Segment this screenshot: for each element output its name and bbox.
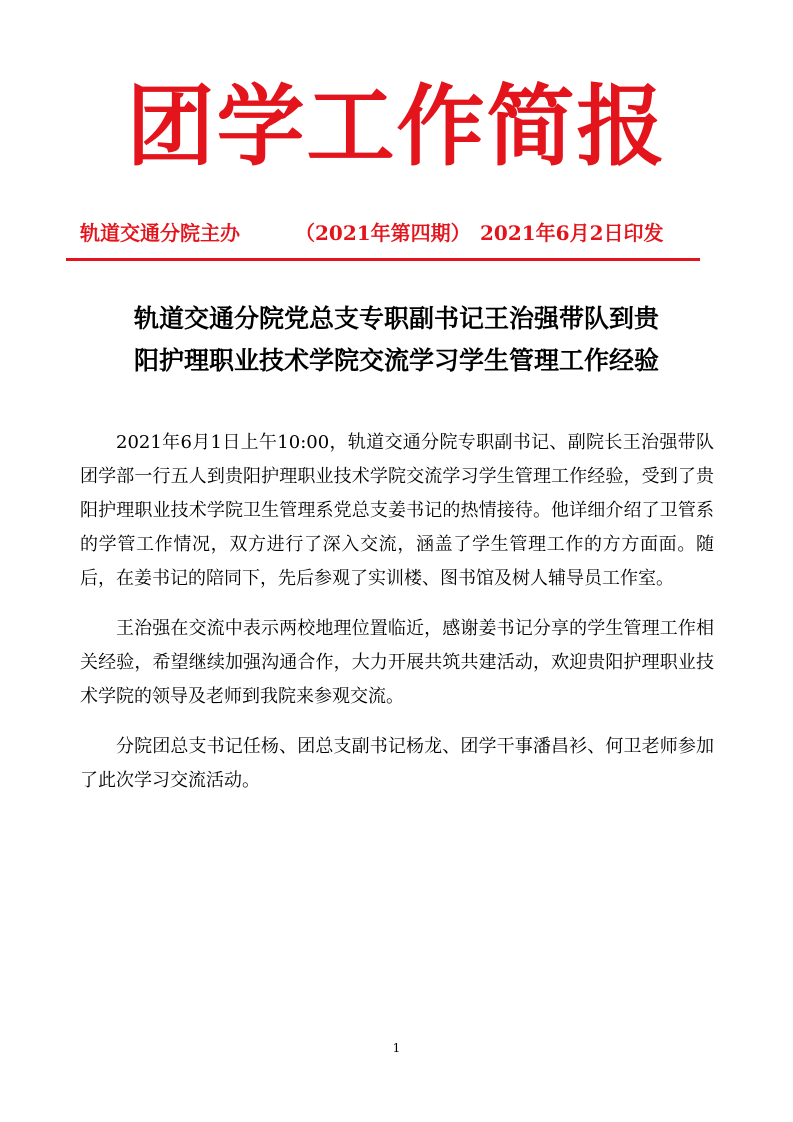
body-paragraph-1: 2021年6月1日上午10:00，轨道交通分院专职副书记、副院长王治强带队团学部一行五人到贵阳护理职业技术学院交流学习学生管理工作经验，受到了贵阳护理职业技术学院卫生管理系党总支姜书记的热情接待。他详细介绍了卫管系的学管工作情况，双方进行了深入交流，涵盖了学生管理工作的方方面面。随后，在姜书记的陪同下，先后参观了实训楼、图书馆及树人辅导员工作室。 [80, 432, 714, 589]
issue-line [80, 217, 720, 249]
article-title-line-1: 轨道交通分院党总支专职副书记王治强带队到贵 [133, 304, 659, 333]
page-number: 1 [392, 1041, 401, 1055]
body-paragraph-2: 王治强在交流中表示两校地理位置临近，感谢姜书记分享的学生管理工作相关经验，希望继续加强沟通合作，大力开展共筑共建活动，欢迎贵阳护理职业技术学院的领导及老师到我院来参观交流。 [80, 618, 714, 707]
article-title-line-2: 阳护理职业技术学院交流学习学生管理工作经验 [133, 346, 659, 375]
article-title [60, 298, 733, 382]
masthead-title: 团学工作简报 [126, 75, 667, 178]
body-paragraph-3: 分院团总支书记任杨、团总支副书记杨龙、团学干事潘昌衫、何卫老师参加了此次学习交流活动。 [80, 736, 714, 791]
issue-date: 2021年6月2日印发 [480, 221, 664, 245]
article-body [80, 426, 714, 814]
issue-organizer: 轨道交通分院主办 [80, 221, 240, 245]
red-divider [66, 258, 700, 261]
issue-number: （2021年第四期） [295, 221, 471, 245]
